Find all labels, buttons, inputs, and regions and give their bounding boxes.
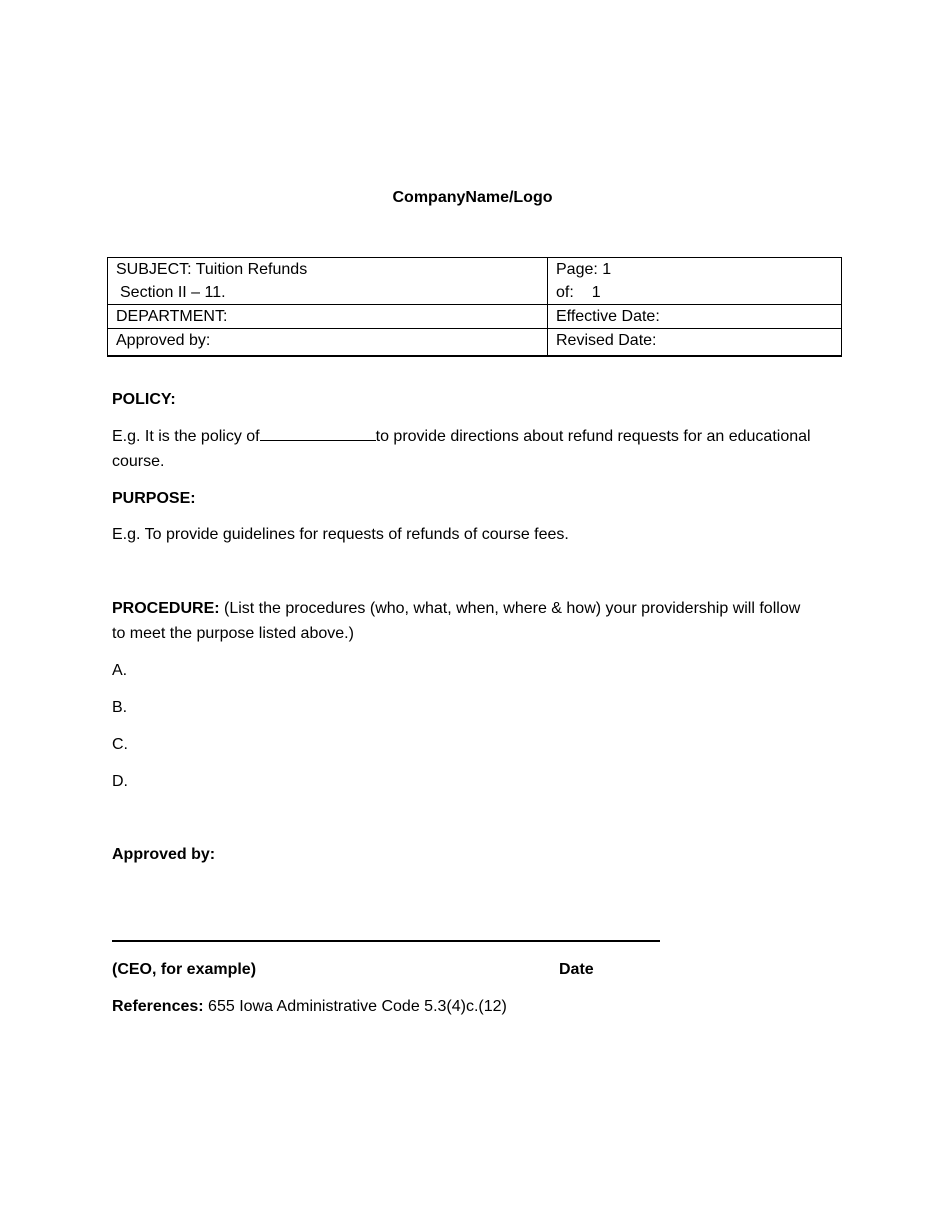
procedure-item-a: A. [112, 662, 128, 679]
procedure-text: (List the procedures (who, what, when, where & how) your providership will follow to meet the purpose listed above.) [112, 600, 801, 642]
policy-text-before: E.g. It is the policy of [112, 428, 260, 445]
purpose-text: E.g. To provide guidelines for requests of refunds of course fees. [112, 526, 569, 543]
policy-text [112, 424, 812, 474]
subject-cell [108, 258, 548, 305]
page-label: Page: 1 [556, 261, 612, 278]
policy-blank-field [260, 426, 376, 441]
page-title: CompanyName/Logo [392, 189, 553, 206]
effective-date-cell: Effective Date: [548, 305, 842, 329]
policy-heading: POLICY: [112, 391, 176, 408]
table-row [108, 258, 842, 305]
of-value: 1 [591, 284, 601, 301]
procedure-paragraph [112, 596, 802, 646]
procedure-item-b: B. [112, 699, 128, 716]
references [112, 994, 812, 1019]
of-row [556, 281, 833, 304]
revised-date-cell: Revised Date: [548, 329, 842, 357]
signature-line [112, 940, 660, 942]
date-label: Date [559, 961, 594, 978]
references-text: 655 Iowa Administrative Code 5.3(4)c.(12) [203, 998, 507, 1015]
table-row [108, 329, 842, 357]
signer-label: (CEO, for example) [112, 961, 257, 978]
procedure-item-c: C. [112, 736, 128, 753]
references-label: References: [112, 998, 204, 1015]
subject-label: SUBJECT: Tuition Refunds [116, 261, 308, 278]
purpose-heading: PURPOSE: [112, 490, 196, 507]
of-label: of: [556, 284, 574, 301]
department-cell: DEPARTMENT: [108, 305, 548, 329]
section-label: Section II – 11. [120, 284, 226, 301]
procedure-heading: PROCEDURE: [112, 600, 220, 617]
policy-header-table [107, 257, 842, 357]
page-cell [548, 258, 842, 305]
approved-by-heading: Approved by: [112, 846, 216, 863]
procedure-item-d: D. [112, 773, 128, 790]
table-row [108, 305, 842, 329]
policy-text-after: to provide directions about refund requests for an educational course. [112, 428, 811, 470]
approved-by-cell: Approved by: [108, 329, 548, 357]
